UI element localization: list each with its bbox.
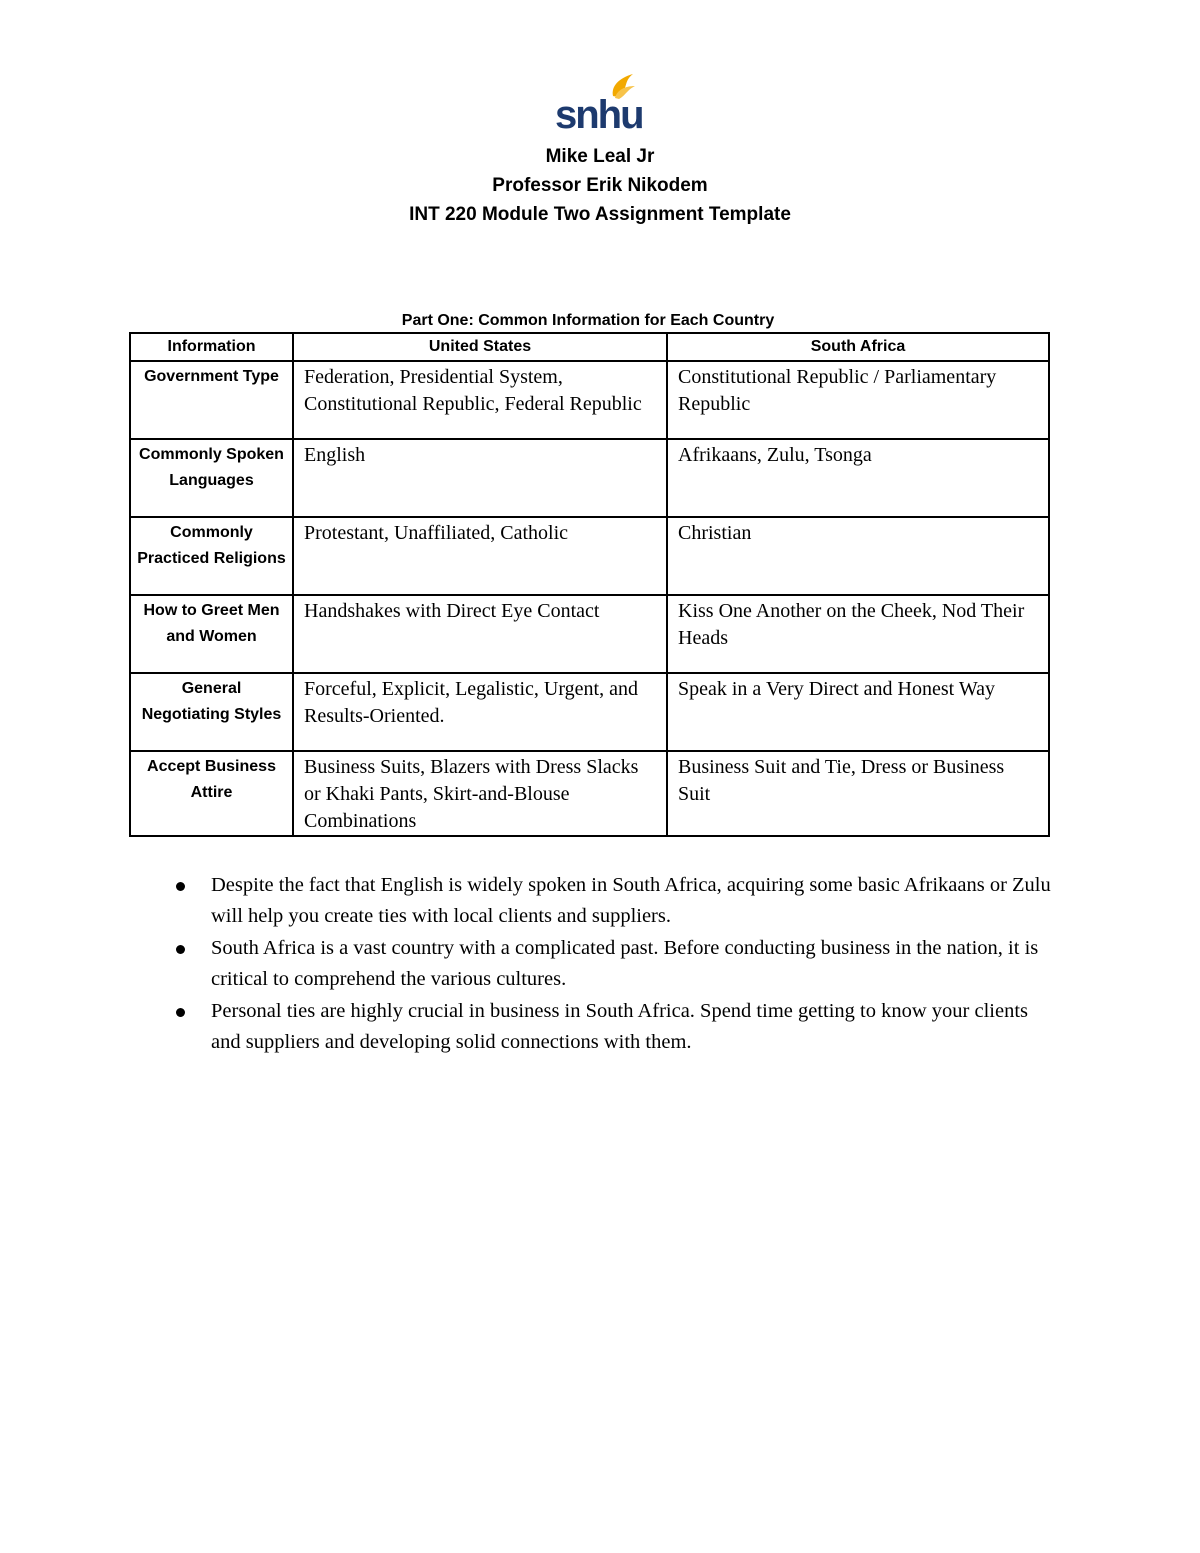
snhu-logo-mark bbox=[553, 72, 643, 134]
list-item bbox=[172, 933, 1062, 995]
row-label-negotiating-styles: General Negotiating Styles bbox=[130, 673, 293, 751]
sa-negotiating-styles: Speak in a Very Direct and Honest Way bbox=[667, 673, 1049, 751]
table-header-row bbox=[130, 333, 1049, 361]
sa-greetings: Kiss One Another on the Cheek, Nod Their Heads bbox=[667, 595, 1049, 673]
us-government-type: Federation, Presidential System, Constitutional Republic, Federal Republic bbox=[293, 361, 667, 439]
row-label-government-type: Government Type bbox=[130, 361, 293, 439]
us-business-attire: Business Suits, Blazers with Dress Slacks or Khaki Pants, Skirt-and-Blouse Combinations bbox=[293, 751, 667, 836]
bullet-icon bbox=[176, 945, 185, 954]
snhu-logo bbox=[553, 72, 643, 134]
row-label-greetings: How to Greet Men and Women bbox=[130, 595, 293, 673]
notes-bullet-list bbox=[172, 870, 1062, 1059]
us-greetings: Handshakes with Direct Eye Contact bbox=[293, 595, 667, 673]
column-header-information: Information bbox=[130, 333, 293, 361]
sa-languages: Afrikaans, Zulu, Tsonga bbox=[667, 439, 1049, 517]
bullet-icon bbox=[176, 1008, 185, 1017]
table-caption: Part One: Common Information for Each Country bbox=[401, 312, 775, 329]
sa-government-type: Constitutional Republic / Parliamentary Republic bbox=[667, 361, 1049, 439]
table-row bbox=[130, 361, 1049, 439]
list-item bbox=[172, 870, 1062, 932]
list-item bbox=[172, 996, 1062, 1058]
us-religions: Protestant, Unaffiliated, Catholic bbox=[293, 517, 667, 595]
student-name: Mike Leal Jr bbox=[545, 146, 655, 167]
row-label-religions: Commonly Practiced Religions bbox=[130, 517, 293, 595]
table-row bbox=[130, 439, 1049, 517]
sa-business-attire: Business Suit and Tie, Dress or Business Suit bbox=[667, 751, 1049, 836]
assignment-title: INT 220 Module Two Assignment Template bbox=[409, 204, 791, 225]
country-info-table bbox=[129, 332, 1050, 837]
table-row bbox=[130, 595, 1049, 673]
row-label-languages: Commonly Spoken Languages bbox=[130, 439, 293, 517]
table-row bbox=[130, 673, 1049, 751]
professor-name: Professor Erik Nikodem bbox=[492, 175, 708, 196]
row-label-business-attire: Accept Business Attire bbox=[130, 751, 293, 836]
us-negotiating-styles: Forceful, Explicit, Legalistic, Urgent, and Results-Oriented. bbox=[293, 673, 667, 751]
table-row bbox=[130, 751, 1049, 836]
table-row bbox=[130, 517, 1049, 595]
logo-text: snhu bbox=[555, 93, 643, 134]
document-header bbox=[0, 142, 1200, 229]
bullet-icon bbox=[176, 882, 185, 891]
bullet-text: Personal ties are highly crucial in business in South Africa. Spend time getting to know your clients and suppliers and developing solid connections with them. bbox=[211, 1000, 1029, 1053]
bullet-text: South Africa is a vast country with a complicated past. Before conducting business in the nation, it is critical to comprehend the various cultures. bbox=[211, 937, 1039, 990]
sa-religions: Christian bbox=[667, 517, 1049, 595]
column-header-united-states: United States bbox=[293, 333, 667, 361]
bullet-text: Despite the fact that English is widely spoken in South Africa, acquiring some basic Afrikaans or Zulu will help you create ties with local clients and suppliers. bbox=[211, 874, 1051, 927]
column-header-south-africa: South Africa bbox=[667, 333, 1049, 361]
us-languages: English bbox=[293, 439, 667, 517]
